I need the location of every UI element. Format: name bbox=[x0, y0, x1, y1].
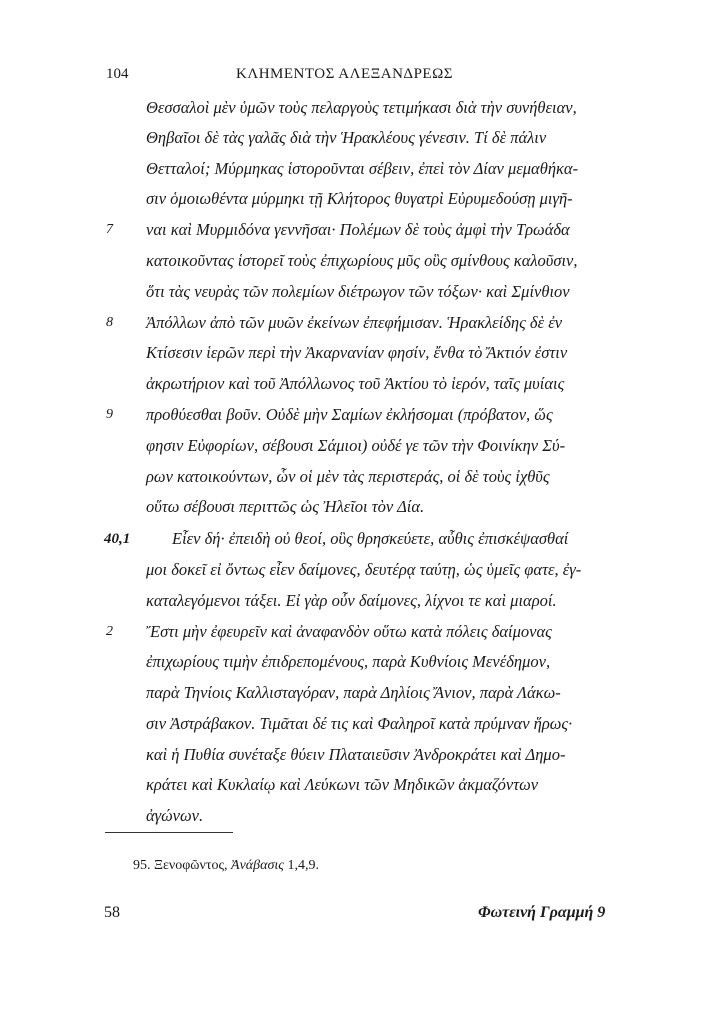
text-line: ἐπιχωρίους τιμὴν ἐπιδρεπομένους, παρὰ Κυθνίοις Μενέδημον, bbox=[146, 652, 551, 671]
text-line: καταλεγόμενοι τάξει. Εἰ γὰρ οὖν δαίμονες, λίχνοι τε καὶ μιαροί. bbox=[146, 591, 557, 610]
running-page-number: 104 bbox=[106, 66, 129, 82]
text-line: παρὰ Τηνίοις Καλλισταγόραν, παρὰ Δηλίοις Ἄνιον, παρὰ Λάκω- bbox=[146, 683, 561, 702]
text-line: ἀκρωτήριον καὶ τοῦ Ἀπόλλωνος τοῦ Ἀκτίου τὸ ἱερόν, ταῖς μυίαις bbox=[146, 374, 565, 393]
footnote-divider bbox=[105, 832, 233, 833]
footnote-label: 95. bbox=[133, 858, 151, 873]
text-line: Ἀπόλλων ἀπὸ τῶν μυῶν ἐκείνων ἐπεφήμισαν. Ἡρακλείδης δὲ ἐν bbox=[146, 313, 563, 332]
section-number: 2 bbox=[106, 624, 113, 639]
footer-publisher: Φωτεινή Γραμμή 9 bbox=[478, 904, 606, 921]
footnote-reference: 1,4,9. bbox=[287, 858, 319, 873]
text-line: Εἶεν δή· ἐπειδὴ οὐ θεοί, οὓς θρησκεύετε, αὖθις ἐπισκέψασθαί bbox=[172, 529, 569, 548]
text-line: Ἔστι μὴν ἐφευρεῖν καὶ ἀναφανδὸν οὕτω κατὰ πόλεις δαίμονας bbox=[146, 622, 552, 641]
text-line: Θηβαῖοι δὲ τὰς γαλᾶς διὰ τὴν Ἡρακλέους γένεσιν. Τί δὲ πάλιν bbox=[146, 128, 547, 147]
text-line: κατοικοῦντας ἱστορεῖ τοὺς ἐπιχωρίους μῦς οὓς σμίνθους καλοῦσιν, bbox=[146, 251, 578, 270]
footnote-work: Ἀνάβασις bbox=[231, 858, 284, 873]
footnote bbox=[133, 858, 319, 874]
text-line: ὅτι τὰς νευρὰς τῶν πολεμίων διέτρωγον τῶν τόξων· καὶ Σμίνθιον bbox=[146, 282, 570, 301]
section-number: 8 bbox=[106, 315, 113, 330]
section-number: 9 bbox=[106, 407, 113, 422]
text-line: Κτίσεσιν ἱερῶν περὶ τὴν Ἀκαρνανίαν φησίν, ἔνθα τὸ Ἄκτιόν ἐστιν bbox=[146, 343, 568, 362]
text-line: καὶ ἡ Πυθία συνέταξε θύειν Πλαταιεῦσιν Ἀνδροκράτει καὶ Δημο- bbox=[146, 745, 566, 764]
running-header-title: ΚΛΗΜΕΝΤΟΣ ΑΛΕΞΑΝΔΡΕΩΣ bbox=[236, 66, 453, 82]
text-line: φησιν Εὐφορίων, σέβουσι Σάμιοι) οὐδέ γε τῶν τὴν Φοινίκην Σύ- bbox=[146, 436, 566, 455]
text-line: ναι καὶ Μυρμιδόνα γεννῆσαι· Πολέμων δὲ τοὺς ἀμφὶ τὴν Τρωάδα bbox=[146, 220, 570, 239]
text-line: κράτει καὶ Κυκλαίῳ καὶ Λεύκωνι τῶν Μηδικῶν ἀκμαζόντων bbox=[146, 775, 539, 794]
text-line: Θεσσαλοὶ μὲν ὑμῶν τοὺς πελαργοὺς τετιμήκασι διὰ τὴν συνήθειαν, bbox=[146, 98, 577, 117]
text-line: ρων κατοικούντων, ὧν οἱ μὲν τὰς περιστεράς, οἱ δὲ τοὺς ἰχθῦς bbox=[146, 467, 550, 486]
section-number: 7 bbox=[106, 222, 113, 237]
text-line: μοι δοκεῖ εἰ ὄντως εἶεν δαίμονες, δευτέρᾳ ταύτῃ, ὡς ὑμεῖς φατε, ἐγ- bbox=[146, 560, 582, 579]
text-line: οὕτω σέβουσι περιττῶς ὡς Ἠλεῖοι τὸν Δία. bbox=[146, 497, 425, 516]
text-line: προθύεσθαι βοῦν. Οὐδὲ μὴν Σαμίων ἐκλήσομαι (πρόβατον, ὥς bbox=[146, 405, 553, 424]
chapter-number: 40,1 bbox=[104, 531, 131, 547]
footnote-author: Ξενοφῶντος, bbox=[154, 858, 228, 873]
footer-page-number: 58 bbox=[104, 904, 120, 921]
text-line: Θετταλοί; Μύρμηκας ἱστοροῦνται σέβειν, ἐπεὶ τὸν Δίαν μεμαθήκα- bbox=[146, 159, 579, 178]
text-line: σιν ὁμοιωθέντα μύρμηκι τῇ Κλήτορος θυγατρὶ Εὐρυμεδούσῃ μιγῆ- bbox=[146, 189, 573, 208]
text-line: ἀγώνων. bbox=[146, 806, 204, 825]
text-line: σιν Ἀστράβακον. Τιμᾶται δέ τις καὶ Φαληροῖ κατὰ πρύμναν ἥρως· bbox=[146, 714, 573, 733]
